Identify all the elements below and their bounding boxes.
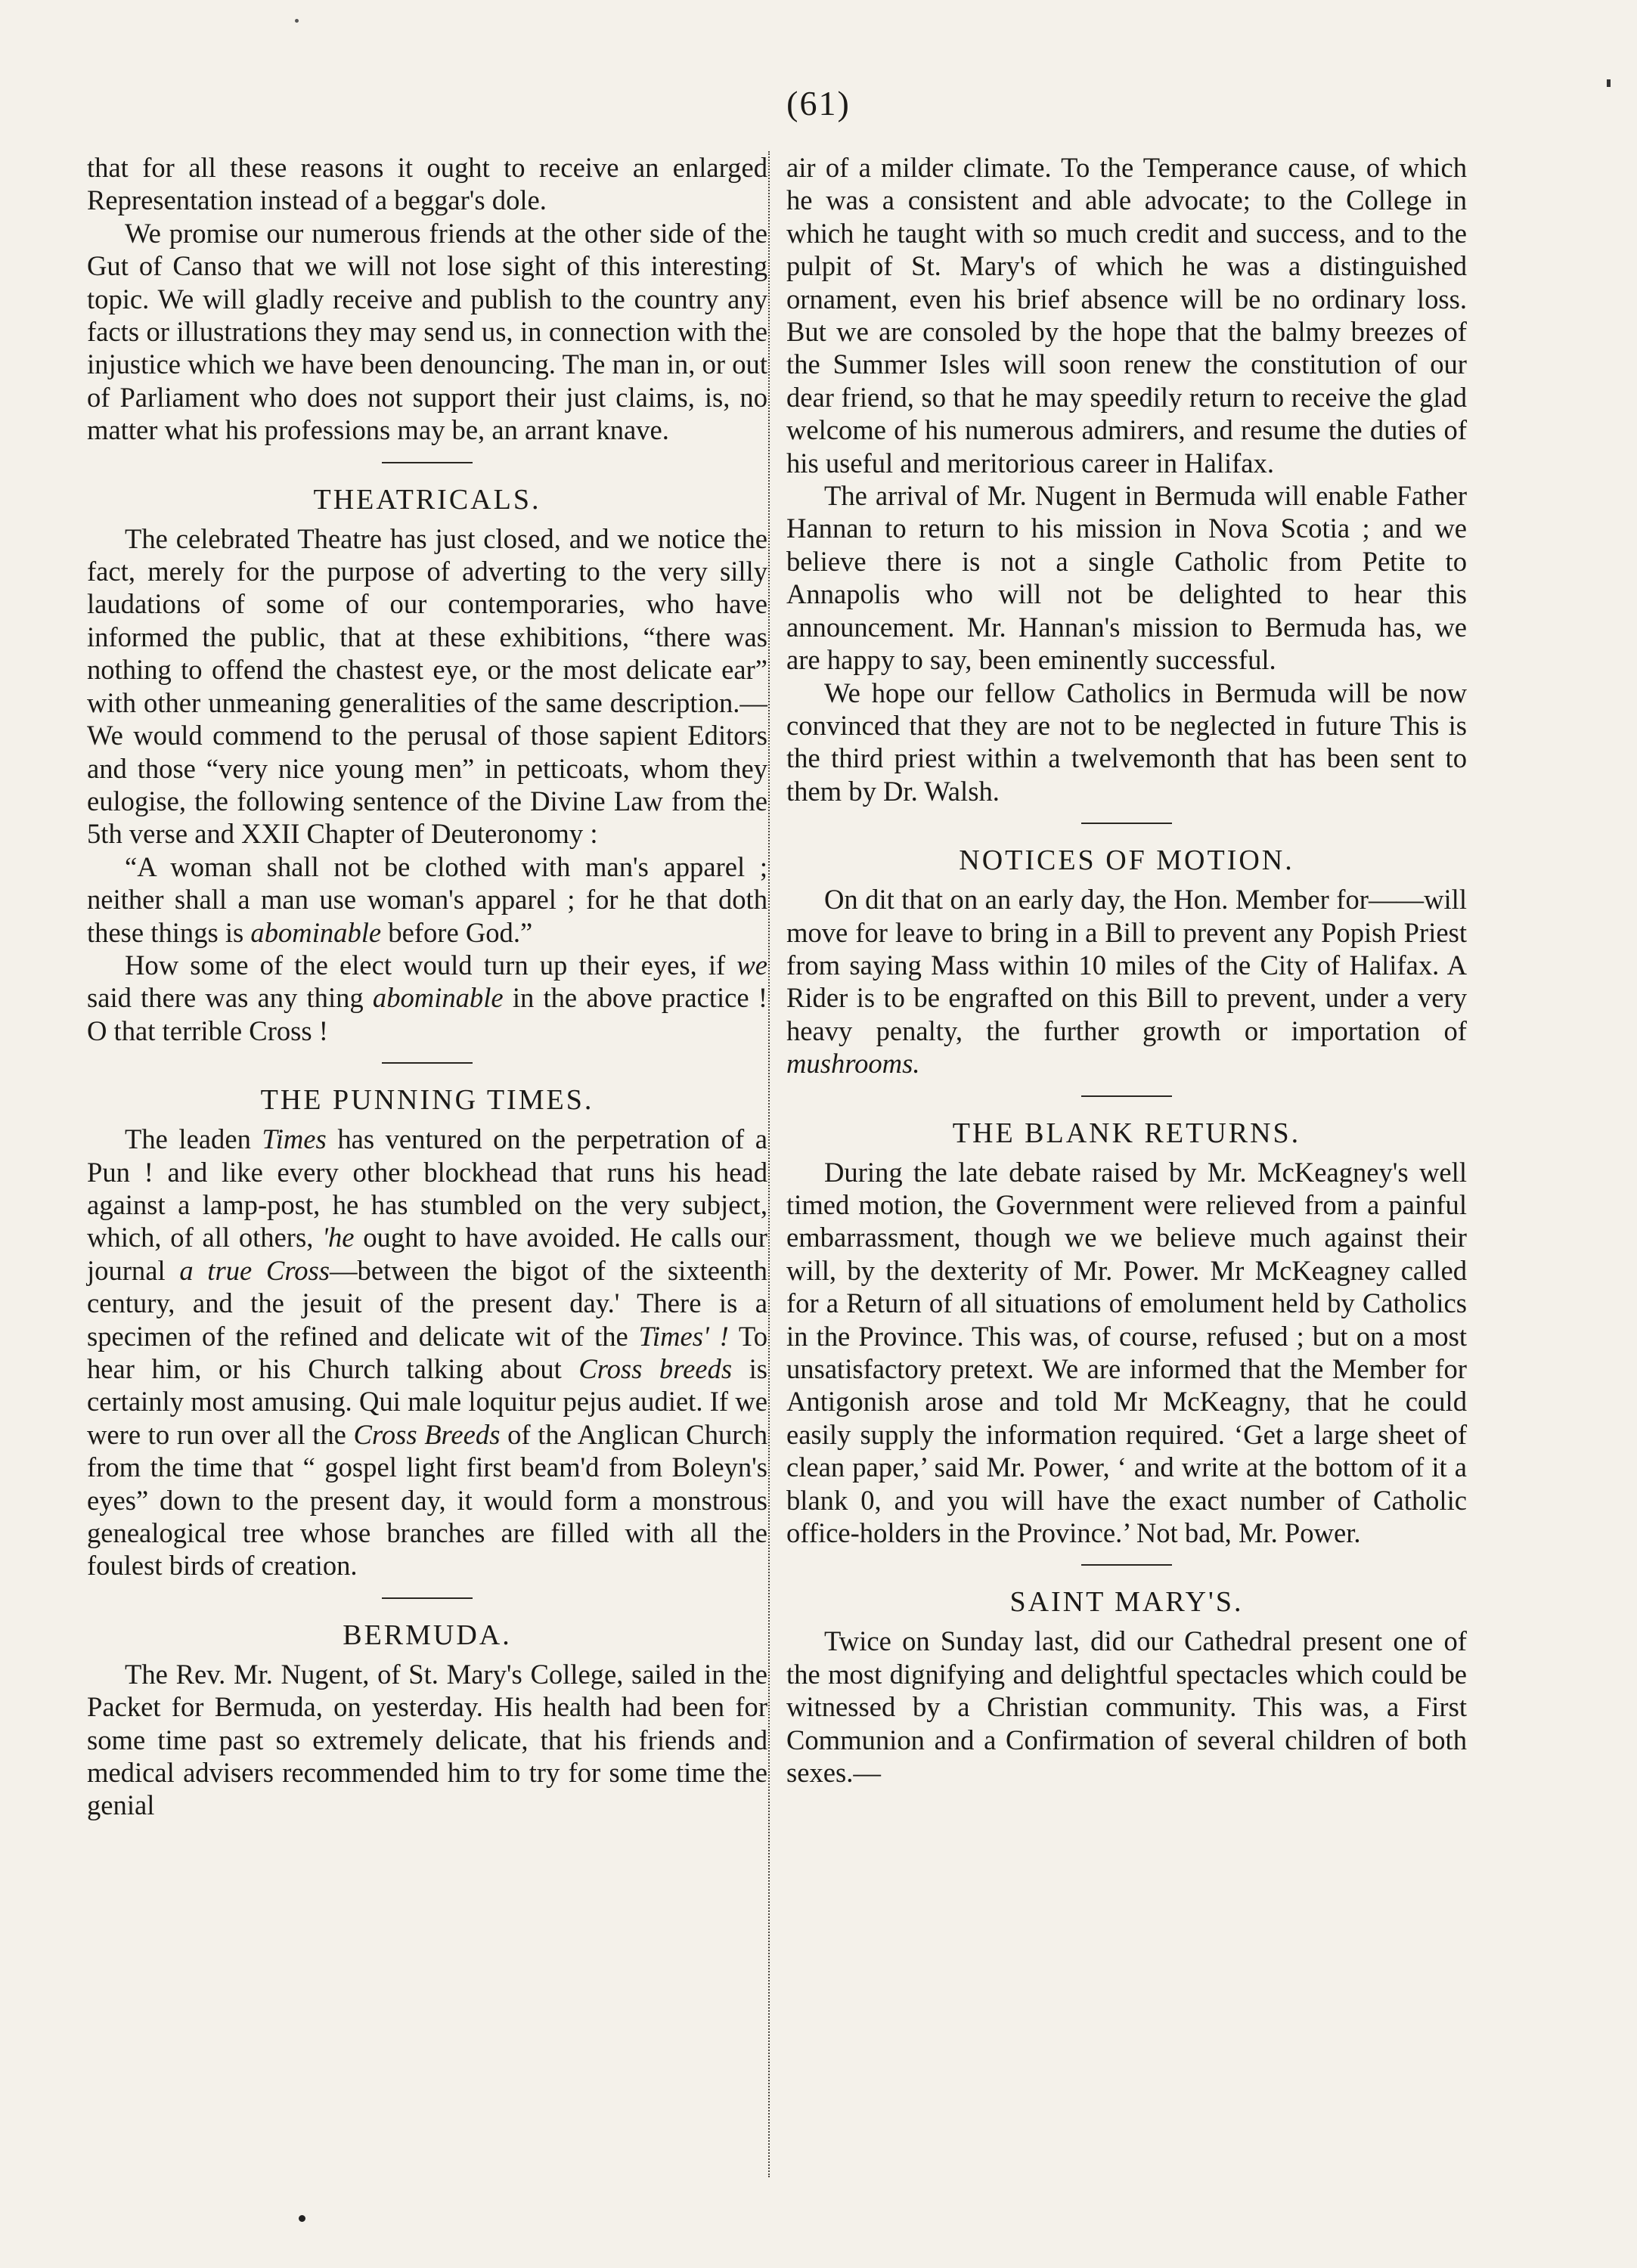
bermuda-continued: air of a milder climate. To the Temperance cause, of which he was a consistent and able advocate; to the College in which he taught with so much credit and success, and to the pulpit of St. Mary's of which he was a distinguished ornament, even his brief absence will be no ordinary loss. But we are consoled by the hope that the balmy breezes of the Summer Isles will soon renew the constitution of our dear friend, so that he may speedily return to receive the glad welcome of his numerous admirers, and resume the duties of his useful and meritorious career in Halifax. — [786, 152, 1467, 479]
section-rule — [1081, 823, 1172, 824]
page-number: (61) — [786, 84, 851, 122]
heading-saint-marys: SAINT MARY'S. — [1009, 1586, 1244, 1619]
left-column — [87, 151, 767, 1822]
section-rule — [382, 1597, 473, 1599]
blank-returns-paragraph: During the late debate raised by Mr. McKeagney's well timed motion, the Government were relieved from a painful embarrassment, though we we believe much against their will, by the dexterity of Mr. Power. Mr McKeagney called for a Return of all situations of emolument held by Catholics in the Province. This was, of course, refused ; but on a most unsatisfactory pretext. We are informed that the Member for Antigonish arose and told Mr McKeagny, that he could easily supply the information required. ‘Get a large sheet of clean paper,’ said Mr. Power, ‘ and write at the bottom of it a blank 0, and you will have the exact number of Catholic office-holders in the Province.’ Not bad, Mr. Power. — [786, 1156, 1467, 1549]
heading-theatricals: THEATRICALS. — [313, 483, 541, 516]
punning-paragraph: The leaden Times has ventured on the perpetration of a Pun ! and like every other blockhead that runs his head against a lamp-post, he has stumbled on the very subject, which, of all others, 'he ought to have avoided. He calls our journal a true Cross—between the bigot of the sixteenth century, and the jesuit of the present day.' There is a specimen of the refined and delicate wit of the Times' ! To hear him, or his Church talking about Cross breeds is certainly most amusing. Qui male loquitur pejus audiet. If we were to run over all the Cross Breeds of the Anglican Church from the time that “ gospel light first beam'd from Boleyn's eyes” down to the present day, it would form a monstrous genealogical tree whose branches are filled with all the foulest birds of creation. — [87, 1123, 767, 1582]
right-column — [786, 151, 1467, 1789]
heading-punning-times: THE PUNNING TIMES. — [260, 1084, 594, 1117]
theatricals-quote: “A woman shall not be clothed with man's apparel ; neither shall a man use woman's apparel ; for he that doth these things is abominable before God.” — [87, 850, 767, 948]
ink-speck — [295, 19, 299, 23]
column-divider — [768, 151, 770, 2177]
bermuda-paragraph: We hope our fellow Catholics in Bermuda will be now convinced that they are not to be neglected in future This is the third priest within a twelvemonth that has been sent to them by Dr. Walsh. — [786, 677, 1467, 807]
theatricals-closing: How some of the elect would turn up their eyes, if we said there was any thing abominable in the above practice ! O that terrible Cross ! — [87, 949, 767, 1046]
saint-marys-paragraph: Twice on Sunday last, did our Cathedral present one of the most dignifying and delightful spectacles which could be witnessed by a Christian community. This was, a First Communion and a Confirmation of several children of both sexes.— — [786, 1625, 1467, 1789]
heading-blank-returns: THE BLANK RETURNS. — [952, 1117, 1301, 1149]
notices-paragraph: On dit that on an early day, the Hon. Member for——will move for leave to bring in a Bill to prevent any Popish Priest from saying Mass within 10 miles of the City of Halifax. A Rider is to be engrafted on this Bill to prevent, under a very heavy penalty, the further growth or importation of mushrooms. — [786, 884, 1467, 1080]
intro-paragraph: We promise our numerous friends at the other side of the Gut of Canso that we will not lose sight of this interesting topic. We will gladly receive and publish to the country any facts or illustrations they may send us, in connection with the injustice which we have been denouncing. The man in, or out of Parliament who does not support their just claims, is, no matter what his professions may be, an arrant knave. — [87, 217, 767, 446]
ink-speck — [299, 2215, 305, 2222]
bermuda-paragraph: The Rev. Mr. Nugent, of St. Mary's College, sailed in the Packet for Bermuda, on yesterday. His health had been for some time past so extremely delicate, that his friends and medical advisers recommended him to try for some time the genial — [87, 1658, 767, 1821]
intro-paragraph: that for all these reasons it ought to receive an enlarged Representation instead of a beggar's dole. — [87, 152, 767, 216]
heading-notices-of-motion: NOTICES OF MOTION. — [959, 844, 1294, 877]
section-rule — [382, 1062, 473, 1064]
section-rule — [1081, 1095, 1172, 1097]
bermuda-paragraph: The arrival of Mr. Nugent in Bermuda will enable Father Hannan to return to his mission in Nova Scotia ; and we believe there is not a single Catholic from Petite to Annapolis who will not be delighted to hear this announcement. Mr. Hannan's mission to Bermuda has, we are happy to say, been eminently successful. — [786, 480, 1467, 676]
heading-bermuda: BERMUDA. — [343, 1619, 512, 1651]
section-rule — [1081, 1564, 1172, 1566]
theatricals-paragraph: The celebrated Theatre has just closed, and we notice the fact, merely for the purpose of adverting to the very silly laudations of some of our contemporaries, who have informed the public, that at these exhibitions, “there was nothing to offend the chastest eye, or the most delicate ear” with other unmeaning generalities of the same description.— We would commend to the perusal of those sapient Editors and those “very nice young men” in petticoats, whom they eulogise, the following sentence of the Divine Law from the 5th verse and XXII Chapter of Deuteronomy : — [87, 522, 767, 850]
section-rule — [382, 462, 473, 463]
